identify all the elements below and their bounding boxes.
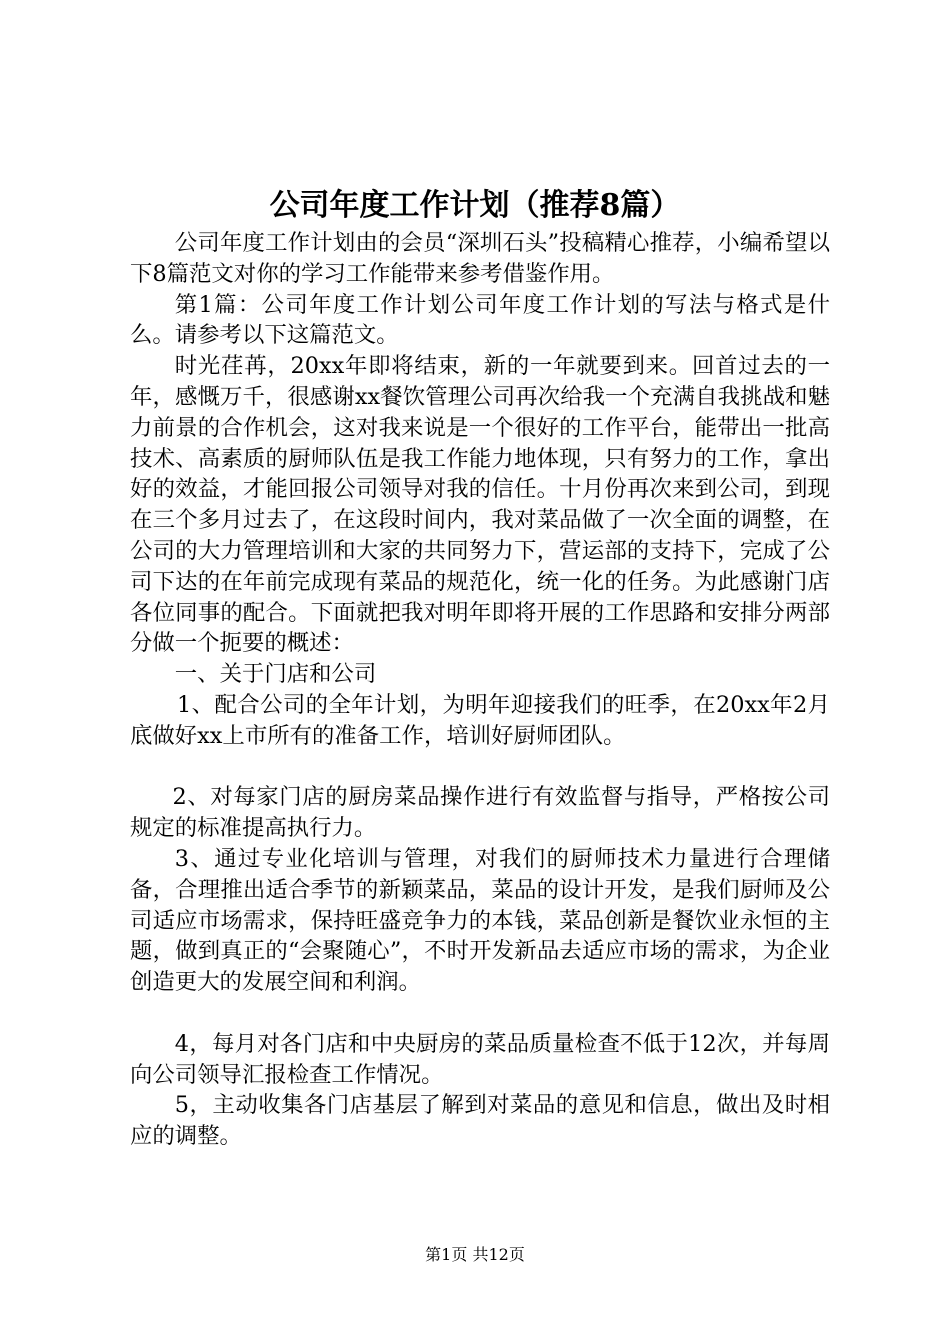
list-item-3: 3、通过专业化培训与管理，对我们的厨师技术力量进行合理储备，合理推出适合季节的新颖菜品，菜品的设计开发，是我们厨师及公司适应市场需求，保持旺盛竞争力的本钱，菜品创新是餐饮业永恒的主题，做到真正的“会聚随心”，不时开发新品去适应市场的需求，为企业创造更大的发展空间和利润。 <box>130 845 830 996</box>
list-item-4: 4，每月对各门店和中央厨房的菜品质量检查不低于12次，并每周向公司领导汇报检查工作情况。 <box>130 1030 830 1088</box>
list-item-2: 2、对每家门店的厨房菜品操作进行有效监督与指导，严格按公司规定的标准提高执行力。 <box>130 784 830 842</box>
page-footer <box>0 1244 950 1266</box>
list-item-1: 1、配合公司的全年计划，为明年迎接我们的旺季，在20xx年2月底做好xx上市所有的准备工作，培训好厨师团队。 <box>130 691 830 749</box>
page-total: 共12页 <box>472 1245 525 1264</box>
body-paragraph: 时光荏苒，20xx年即将结束，新的一年就要到来。回首过去的一年，感慨万千，很感谢xx餐饮管理公司再次给我一个充满自我挑战和魅力前景的合作机会，这对我来说是一个很好的工作平台，能带出一批高技术、高素质的厨师队伍是我工作能力地体现，只有努力的工作，拿出好的效益，才能回报公司领导对我的信任。十月份再次来到公司，到现在三个多月过去了，在这段时间内，我对菜品做了一次全面的调整，在公司的大力管理培训和大家的共同努力下，营运部的支持下，完成了公司下达的在年前完成现有菜品的规范化，统一化的任务。为此感谢门店各位同事的配合。下面就把我对明年即将开展的工作思路和安排分两部分做一个扼要的概述： <box>130 353 830 657</box>
document-title: 公司年度工作计划（推荐8篇） <box>269 188 681 223</box>
paragraph-spacer <box>130 752 830 783</box>
page-number: 第1页 <box>425 1245 468 1264</box>
intro-paragraph: 公司年度工作计划由的会员“深圳石头”投稿精心推荐，小编希望以下8篇范文对你的学习工作能带来参考借鉴作用。 <box>130 230 830 287</box>
document-body <box>130 228 830 1152</box>
article-heading-paragraph: 第1篇：公司年度工作计划公司年度工作计划的写法与格式是什么。请参考以下这篇范文。 <box>130 291 830 349</box>
paragraph-spacer <box>130 998 830 1029</box>
section-heading: 一、关于门店和公司 <box>174 661 377 688</box>
list-item-5: 5，主动收集各门店基层了解到对菜品的意见和信息，做出及时相应的调整。 <box>130 1092 830 1150</box>
